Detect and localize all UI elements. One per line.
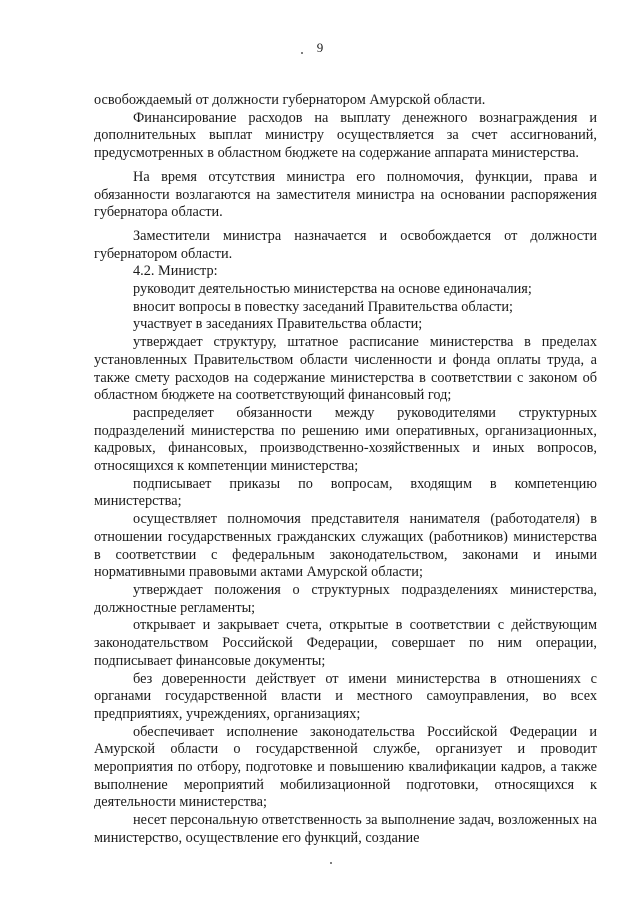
paragraph: Заместители министра назначается и освобождается от должности губернатором области. xyxy=(94,227,597,262)
list-item: вносит вопросы в повестку заседаний Правительства области; xyxy=(133,298,514,315)
list-item: без доверенности действует от имени министерства в отношениях с органами государственной власти и местного самоуправления, во всех предприятиях, учреждениях, организациях; xyxy=(94,670,597,722)
paragraph: Финансирование расходов на выплату денежного вознаграждения и дополнительных выплат министру осуществляется за счет ассигнований, предусмотренных в областном бюджете на содержание аппарата министерства. xyxy=(94,109,597,162)
list-item: обеспечивает исполнение законодательства Российской Федерации и Амурской области о государственной службе, организует и проводит мероприятия по отбору, подготовке и повышению квалификации кадров, а также выполнение мероприятий мобилизационной подготовки, относящихся к деятельности министерства; xyxy=(94,723,597,811)
list-item: утверждает структуру, штатное расписание министерства в пределах установленных Правительством области численности и фонда оплаты труда, а также смету расходов на содержание министерства в соответствии с законом об областном бюджете на соответствующий финансовый год; xyxy=(94,334,597,404)
page-number: 9 xyxy=(316,40,324,55)
list-item: распределяет обязанности между руководителями структурных подразделений министерства по решению ими оперативных, организационных, кадровых, финансовых, производственно-хозяйственных и иных вопросов, относящихся к компетенции министерства; xyxy=(94,404,597,475)
list-item: утверждает положения о структурных подразделениях министерства, должностные регламенты; xyxy=(94,581,597,616)
list-item: несет персональную ответственность за выполнение задач, возложенных на министерство, осуществление его функций, создание xyxy=(94,812,597,846)
list-item: открывает и закрывает счета, открытые в соответствии с действующим законодательством Российской Федерации, совершает по ним операции, подписывает финансовые документы; xyxy=(94,617,597,669)
list-item: осуществляет полномочия представителя нанимателя (работодателя) в отношении государственных гражданских служащих (работников) министерства в соответствии с федеральным законодательством, законами и иными нормативными правовыми актами Амурской области; xyxy=(94,511,597,581)
paragraph: освобождаемый от должности губернатором Амурской области. xyxy=(94,92,486,108)
scan-speck xyxy=(330,862,332,864)
section-heading: 4.2. Министр: xyxy=(133,263,218,280)
list-item: участвует в заседаниях Правительства области; xyxy=(133,316,423,333)
document-body xyxy=(94,92,597,848)
list-item: руководит деятельностью министерства на основе единоначалия; xyxy=(133,281,532,298)
paragraph: На время отсутствия министра его полномочия, функции, права и обязанности возлагаются на заместителя министра на основании распоряжения губернатора области. xyxy=(94,168,597,221)
scan-speck xyxy=(301,52,303,54)
list-item: подписывает приказы по вопросам, входящим в компетенцию министерства; xyxy=(94,475,597,510)
